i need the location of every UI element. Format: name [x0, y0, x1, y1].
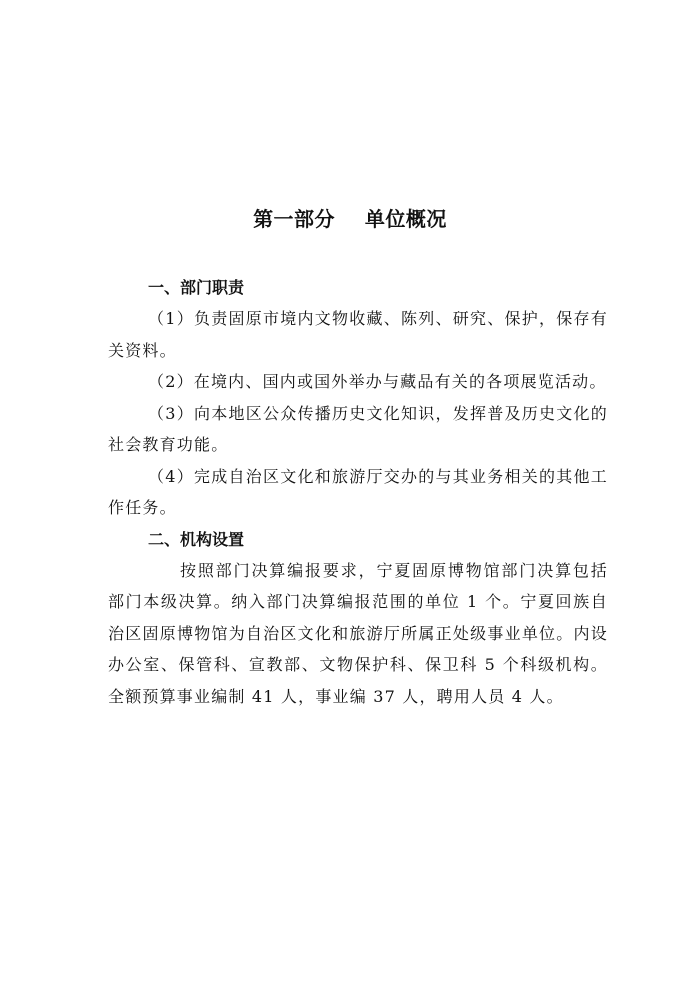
duty-item-3: （3）向本地区公众传播历史文化知识，发挥普及历史文化的社会教育功能。 [108, 403, 608, 454]
section-heading-duties: 一、部门职责 [148, 278, 245, 297]
document-body [108, 272, 608, 712]
section-heading-organization: 二、机构设置 [148, 529, 245, 549]
page-title: 第一部分 单位概况 [253, 207, 447, 231]
duty-item-1: （1）负责固原市境内文物收藏、陈列、研究、保护，保存有关资料。 [108, 309, 608, 360]
duty-item-4: （4）完成自治区文化和旅游厅交办的与其业务相关的其他工作任务。 [108, 466, 608, 517]
duty-item-2: （2）在境内、国内或国外举办与藏品有关的各项展览活动。 [148, 372, 607, 391]
organization-paragraph: 按照部门决算编报要求，宁夏固原博物馆部门决算包括部门本级决算。纳入部门决算编报范围的单位 1 个。宁夏回族自治区固原博物馆为自治区文化和旅游厅所属正处级事业单位。内设办公室、保管科、宣教部、文物保护科、保卫科 5 个科级机构。全额预算事业编制 41 人，事业编 37 人，聘用人员 4 人。 [108, 560, 608, 706]
